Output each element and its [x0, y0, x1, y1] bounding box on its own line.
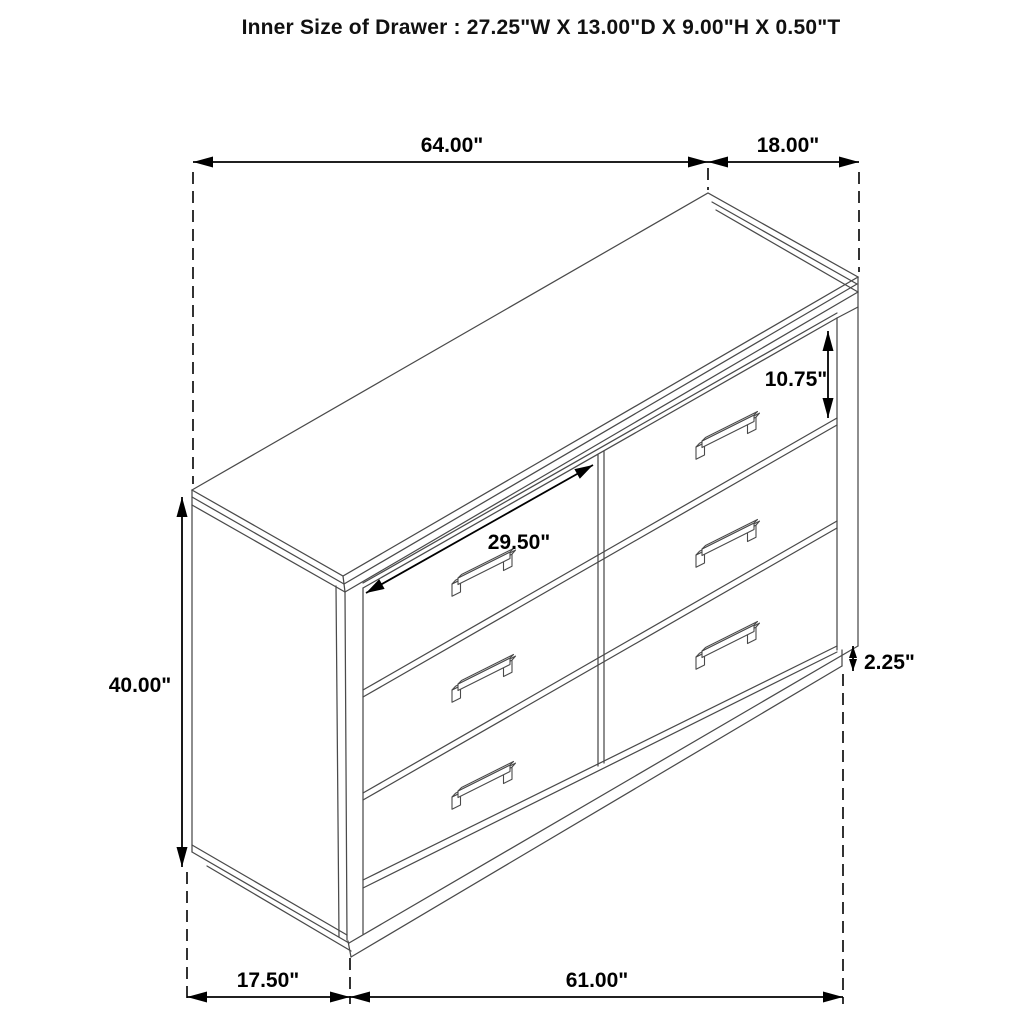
handle-middle-left-drawer [452, 655, 516, 703]
dimension-base-height [849, 646, 915, 674]
handle-bottom-left-drawer [452, 762, 516, 810]
dimension-drawer-face-height [765, 331, 834, 418]
dimension-bottom-width [350, 969, 843, 1003]
dimension-top-depth [708, 134, 859, 168]
dim-label-height: 40.00" [108, 674, 172, 697]
dim-label-top-width: 64.00" [420, 134, 484, 157]
handle-middle-right-drawer [696, 520, 760, 568]
dresser-left-side-panel [192, 505, 351, 951]
dim-label-base-height: 2.25" [864, 651, 915, 674]
handle-top-left-drawer [452, 549, 516, 597]
handle-top-right-drawer [696, 412, 760, 460]
dim-label-bottom-depth: 17.50" [236, 969, 300, 992]
handle-bottom-right-drawer [696, 622, 760, 670]
drawing-title: Inner Size of Drawer : 27.25"W X 13.00"D X 9.00"H X 0.50"T [241, 16, 841, 39]
dim-label-bottom-width: 61.00" [565, 969, 629, 992]
dresser-base-plinth [348, 646, 858, 957]
dim-label-drawer-face-height: 10.75" [764, 368, 828, 391]
dim-label-drawer-face-width: 29.50" [487, 531, 551, 554]
dimension-top-width [193, 134, 708, 168]
dimension-height [109, 497, 188, 867]
dim-label-top-depth: 18.00" [756, 134, 820, 157]
dimension-bottom-depth [187, 969, 350, 1003]
